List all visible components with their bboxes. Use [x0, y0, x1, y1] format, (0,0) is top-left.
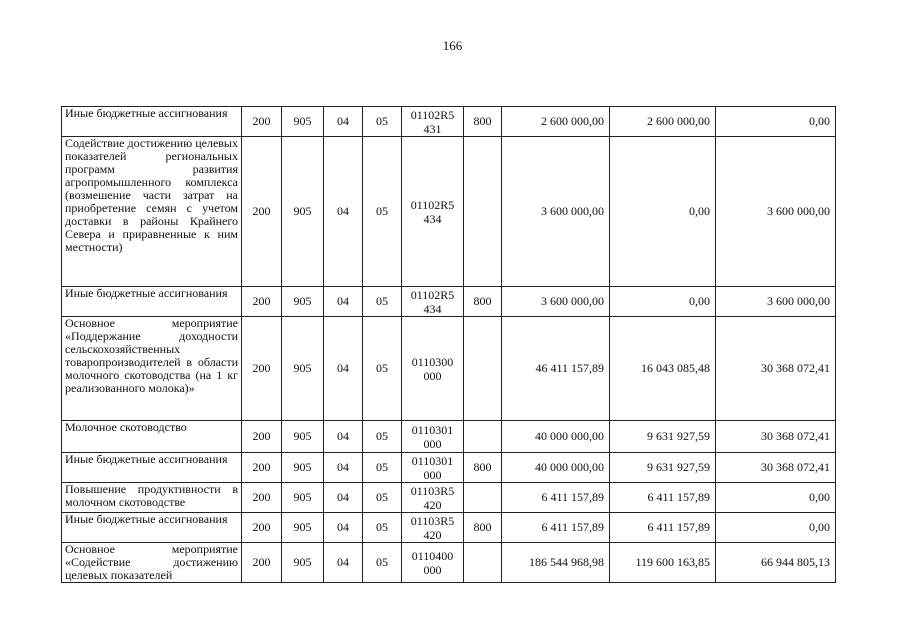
pr-cell: 05 [363, 107, 402, 137]
grbs-cell: 200 [242, 453, 282, 483]
ved-cell: 905 [282, 513, 324, 543]
amount-year2-cell: 16 043 085,48 [610, 317, 716, 421]
row-name-text: Основное мероприятие «Поддержание доходности сельскохозяйственных товаропроизводителей в области молочного скотоводства (на 1 кг реализованного молока)» [65, 316, 238, 395]
amount-year2-cell: 9 631 927,59 [610, 453, 716, 483]
grbs-cell: 200 [242, 287, 282, 317]
pr-cell: 05 [363, 543, 402, 583]
amount-year3-cell: 30 368 072,41 [716, 453, 836, 483]
table-row [62, 513, 836, 543]
csr-cell: 01102R5 431 [402, 107, 464, 137]
table-row [62, 453, 836, 483]
rz-cell: 04 [324, 137, 363, 287]
grbs-cell: 200 [242, 317, 282, 421]
row-name-cell [62, 513, 242, 543]
amount-year2-cell: 0,00 [610, 137, 716, 287]
amount-year1-cell: 3 600 000,00 [502, 287, 610, 317]
amount-year2-cell: 6 411 157,89 [610, 513, 716, 543]
budget-table [61, 106, 836, 583]
ved-cell: 905 [282, 483, 324, 513]
row-name-text: Основное мероприятие «Содействие достижению целевых показателей [65, 542, 238, 582]
row-name-cell [62, 483, 242, 513]
csr-cell: 0110301 000 [402, 421, 464, 453]
page-number: 166 [442, 38, 463, 53]
pr-cell: 05 [363, 137, 402, 287]
rz-cell: 04 [324, 483, 363, 513]
table-row [62, 287, 836, 317]
ved-cell: 905 [282, 137, 324, 287]
amount-year3-cell: 30 368 072,41 [716, 317, 836, 421]
amount-year1-cell: 6 411 157,89 [502, 513, 610, 543]
table-row [62, 543, 836, 583]
ved-cell: 905 [282, 287, 324, 317]
pr-cell: 05 [363, 453, 402, 483]
vr-cell [464, 317, 502, 421]
grbs-cell: 200 [242, 543, 282, 583]
csr-cell: 01102R5 434 [402, 137, 464, 287]
vr-cell [464, 483, 502, 513]
table-row [62, 137, 836, 287]
vr-cell: 800 [464, 107, 502, 137]
ved-cell: 905 [282, 107, 324, 137]
amount-year1-cell: 2 600 000,00 [502, 107, 610, 137]
vr-cell [464, 421, 502, 453]
amount-year2-cell: 119 600 163,85 [610, 543, 716, 583]
rz-cell: 04 [324, 287, 363, 317]
amount-year3-cell: 0,00 [716, 107, 836, 137]
grbs-cell: 200 [242, 137, 282, 287]
pr-cell: 05 [363, 317, 402, 421]
vr-cell: 800 [464, 513, 502, 543]
rz-cell: 04 [324, 453, 363, 483]
rz-cell: 04 [324, 513, 363, 543]
row-name-cell [62, 107, 242, 137]
ved-cell: 905 [282, 421, 324, 453]
row-name-cell [62, 317, 242, 421]
amount-year1-cell: 3 600 000,00 [502, 137, 610, 287]
csr-cell: 0110300 000 [402, 317, 464, 421]
amount-year3-cell: 30 368 072,41 [716, 421, 836, 453]
vr-cell [464, 137, 502, 287]
csr-cell: 01103R5 420 [402, 513, 464, 543]
table-row [62, 421, 836, 453]
pr-cell: 05 [363, 287, 402, 317]
row-name-text: Иные бюджетные ассигнования [65, 512, 228, 526]
row-name-text: Иные бюджетные ассигнования [65, 452, 228, 466]
amount-year2-cell: 9 631 927,59 [610, 421, 716, 453]
amount-year1-cell: 6 411 157,89 [502, 483, 610, 513]
row-name-cell [62, 137, 242, 287]
pr-cell: 05 [363, 483, 402, 513]
row-name-text: Иные бюджетные ассигнования [65, 106, 228, 120]
rz-cell: 04 [324, 107, 363, 137]
csr-cell: 0110301 000 [402, 453, 464, 483]
pr-cell: 05 [363, 421, 402, 453]
vr-cell: 800 [464, 287, 502, 317]
ved-cell: 905 [282, 453, 324, 483]
row-name-text: Повышение продуктивности в молочном скотоводстве [65, 482, 238, 509]
amount-year3-cell: 3 600 000,00 [716, 287, 836, 317]
amount-year3-cell: 3 600 000,00 [716, 137, 836, 287]
amount-year1-cell: 40 000 000,00 [502, 421, 610, 453]
ved-cell: 905 [282, 543, 324, 583]
amount-year3-cell: 0,00 [716, 483, 836, 513]
grbs-cell: 200 [242, 483, 282, 513]
csr-cell: 01103R5 420 [402, 483, 464, 513]
amount-year1-cell: 186 544 968,98 [502, 543, 610, 583]
amount-year3-cell: 66 944 805,13 [716, 543, 836, 583]
table-row [62, 107, 836, 137]
vr-cell [464, 543, 502, 583]
row-name-cell [62, 543, 242, 583]
amount-year3-cell: 0,00 [716, 513, 836, 543]
vr-cell: 800 [464, 453, 502, 483]
table-row [62, 483, 836, 513]
pr-cell: 05 [363, 513, 402, 543]
csr-cell: 01102R5 434 [402, 287, 464, 317]
row-name-text: Молочное скотоводство [65, 420, 187, 434]
row-name-cell [62, 421, 242, 453]
row-name-cell [62, 287, 242, 317]
row-name-text: Иные бюджетные ассигнования [65, 286, 228, 300]
rz-cell: 04 [324, 543, 363, 583]
amount-year2-cell: 0,00 [610, 287, 716, 317]
grbs-cell: 200 [242, 107, 282, 137]
row-name-text: Содействие достижению целевых показателей региональных программ развития агропромышленного комплекса (возмешение части затрат на приобретение семян с учетом доставки в районы Крайнего Севера и приравненные к ним местности) [65, 136, 238, 254]
rz-cell: 04 [324, 421, 363, 453]
amount-year2-cell: 6 411 157,89 [610, 483, 716, 513]
amount-year1-cell: 40 000 000,00 [502, 453, 610, 483]
ved-cell: 905 [282, 317, 324, 421]
grbs-cell: 200 [242, 421, 282, 453]
rz-cell: 04 [324, 317, 363, 421]
grbs-cell: 200 [242, 513, 282, 543]
amount-year2-cell: 2 600 000,00 [610, 107, 716, 137]
amount-year1-cell: 46 411 157,89 [502, 317, 610, 421]
table-row [62, 317, 836, 421]
csr-cell: 0110400 000 [402, 543, 464, 583]
row-name-cell [62, 453, 242, 483]
